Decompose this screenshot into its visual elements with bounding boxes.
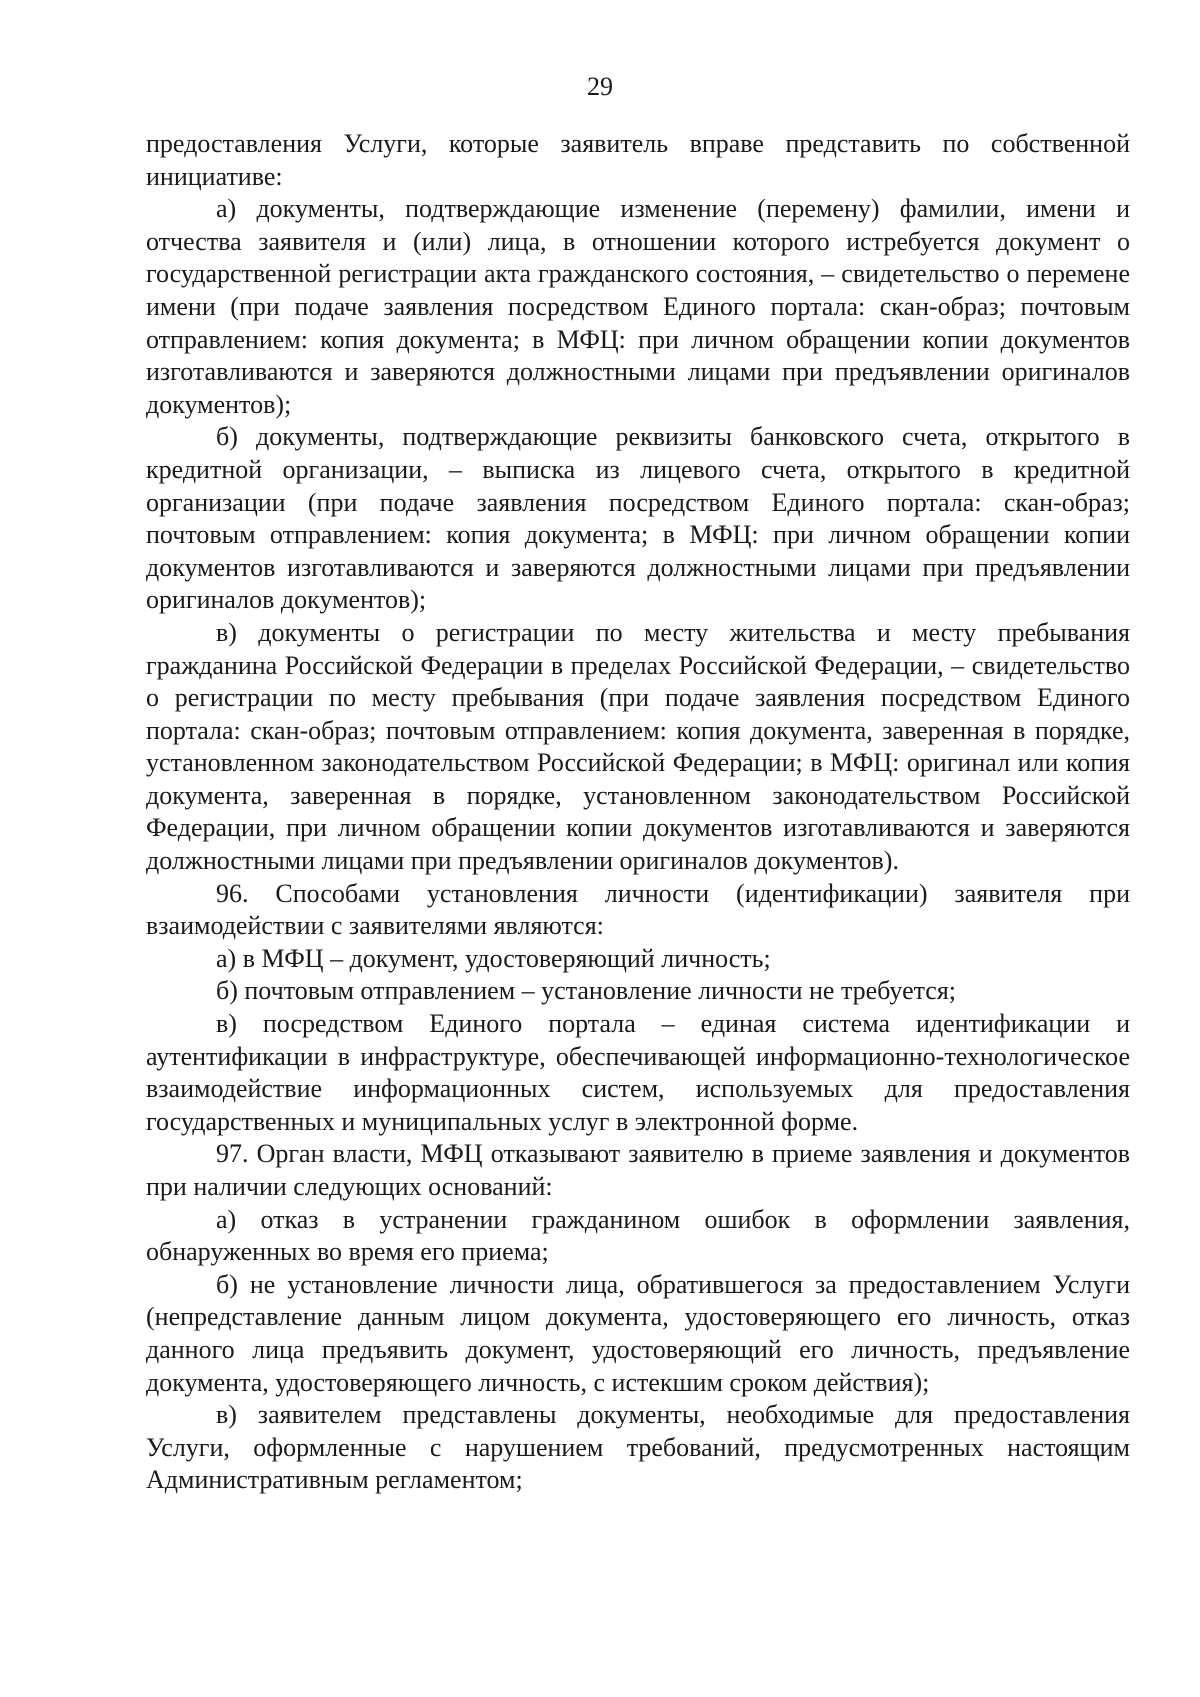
paragraph-97-item-b: б) не установление личности лица, обратившегося за предоставлением Услуги (непредставление данным лицом документа, удостоверяющего его личность, отказ данного лица предъявить документ, удостоверяющий его личность, предъявление документа, удостоверяющего личность, с истекшим сроком действия); (146, 1269, 1130, 1397)
paragraph-96-item-b: б) почтовым отправлением – установление личности не требуется; (216, 976, 957, 1006)
paragraph-96-identification: 96. Способами установления личности (идентификации) заявителя при взаимодействии с заявителями являются: (146, 878, 1130, 941)
paragraph-97-item-a: а) отказ в устранении гражданином ошибок в оформлении заявления, обнаруженных во время его приема; (146, 1204, 1130, 1267)
document-body (146, 128, 1130, 1497)
paragraph-item-v-registration: в) документы о регистрации по месту жительства и месту пребывания гражданина Российской Федерации в пределах Российской Федерации, – свидетельство о регистрации по месту пребывания (при подаче заявления посредством Единого портала: скан-образ; почтовым отправлением: копия документа, заверенная в порядке, установленном законодательством Российской Федерации; в МФЦ: оригинал или копия документа, заверенная в порядке, установленном законодательством Российской Федерации, при личном обращении копии документов изготавливаются и заверяются должностными лицами при предъявлении оригиналов документов). (146, 617, 1130, 876)
page-number: 29 (587, 72, 613, 101)
paragraph-96-item-a: а) в МФЦ – документ, удостоверяющий личность; (216, 943, 771, 973)
paragraph-item-b-bank-account: б) документы, подтверждающие реквизиты банковского счета, открытого в кредитной организации, – выписка из лицевого счета, открытого в кредитной организации (при подаче заявления посредством Единого портала: скан-образ; почтовым отправлением: копия документа; в МФЦ: при личном обращении копии документов изготавливаются и заверяются должностными лицами при предъявлении оригиналов документов); (146, 422, 1130, 615)
paragraph-item-a-name-change: а) документы, подтверждающие изменение (перемену) фамилии, имени и отчества заявителя и (или) лица, в отношении которого истребуется документ о государственной регистрации акта гражданского состояния, – свидетельство о перемене имени (при подаче заявления посредством Единого портала: скан-образ; почтовым отправлением: копия документа; в МФЦ: при личном обращении копии документов изготавливаются и заверяются должностными лицами при предъявлении оригиналов документов); (146, 194, 1130, 419)
paragraph-96-item-v: в) посредством Единого портала – единая система идентификации и аутентификации в инфраструктуре, обеспечивающей информационно-технологическое взаимодействие информационных систем, используемых для предоставления государственных и муниципальных услуг в электронной форме. (146, 1009, 1130, 1136)
paragraph-continuation: предоставления Услуги, которые заявитель вправе представить по собственной инициативе: (146, 129, 1130, 191)
paragraph-97-refusal: 97. Орган власти, МФЦ отказывают заявителю в приеме заявления и документов при наличии следующих оснований: (146, 1139, 1130, 1201)
paragraph-97-item-v: в) заявителем представлены документы, необходимые для предоставления Услуги, оформленные с нарушением требований, предусмотренных настоящим Административным регламентом; (146, 1400, 1130, 1495)
